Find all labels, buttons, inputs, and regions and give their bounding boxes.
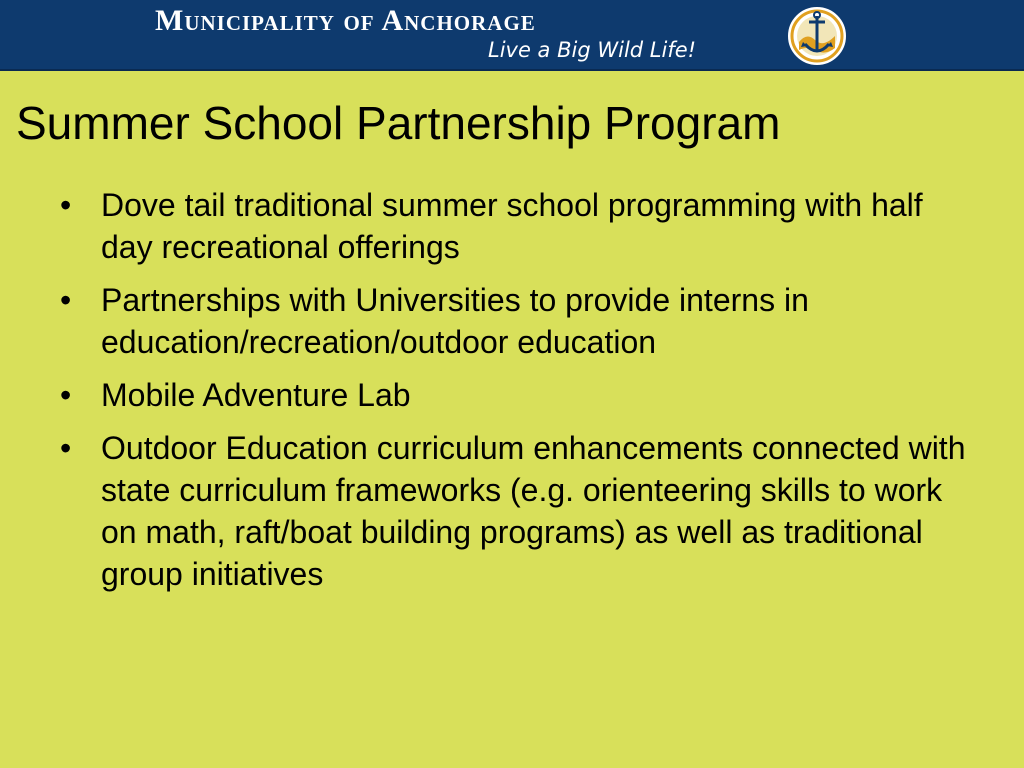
bullet-text: Partnerships with Universities to provide interns in education/recreation/outdoor education: [101, 282, 809, 360]
organization-name: Municipality of Anchorage: [155, 4, 536, 37]
bullet-list: [60, 184, 980, 606]
bullet-text: Dove tail traditional summer school programming with half day recreational offerings: [101, 187, 923, 265]
bullet-item: [60, 374, 980, 416]
bullet-dot-icon: •: [60, 430, 72, 466]
bullet-text: Mobile Adventure Lab: [101, 377, 411, 413]
bullet-item: [60, 427, 980, 595]
bullet-dot-icon: •: [60, 377, 72, 413]
bullet-text: Outdoor Education curriculum enhancements connected with state curriculum frameworks (e.g. orienteering skills to work on math, raft/boat building programs) as well as traditional group initiatives: [101, 430, 966, 592]
header-banner: [0, 0, 1024, 71]
bullet-dot-icon: •: [60, 282, 72, 318]
bullet-dot-icon: •: [60, 187, 72, 223]
bullet-item: [60, 279, 980, 363]
tagline: Live a Big Wild Life!: [488, 38, 697, 62]
anchorage-seal-icon: [785, 4, 849, 68]
bullet-item: [60, 184, 980, 268]
slide-title: Summer School Partnership Program: [16, 97, 781, 149]
